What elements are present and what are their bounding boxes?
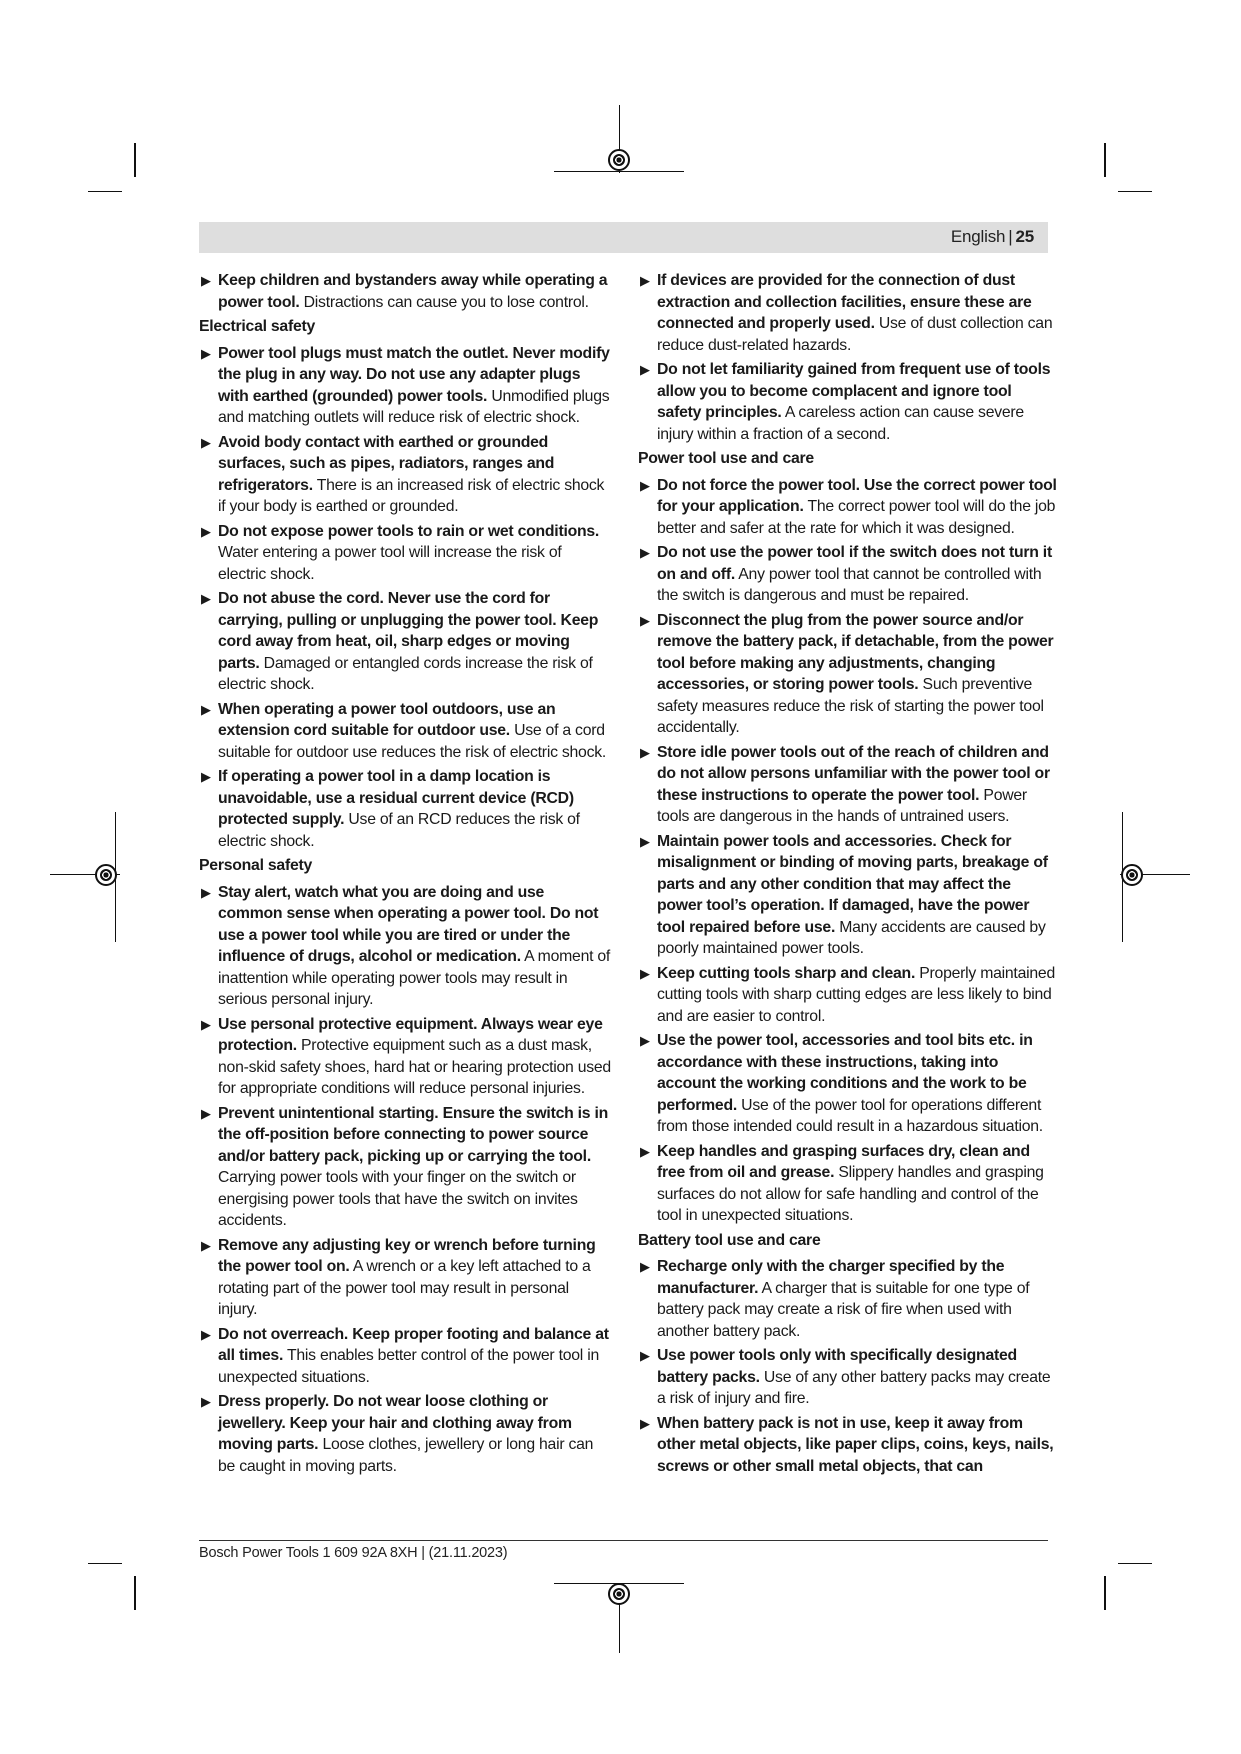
bullet-icon: ▶	[201, 1237, 211, 1253]
item-normal-text: Many accidents are caused by poorly maintained power tools.	[657, 918, 1046, 957]
item-bold-text: Keep handles and grasping surfaces dry, clean and free from oil and grease.	[657, 1142, 1030, 1181]
bullet-icon: ▶	[640, 1415, 650, 1431]
bullet-icon: ▶	[201, 1394, 211, 1409]
item-normal-text: Unmodified plugs and matching outlets will reduce risk of electric shock.	[218, 387, 610, 426]
item-bold-text: Use personal protective equipment. Always wear eye protection.	[218, 1015, 603, 1054]
item-bold-text: Do not overreach. Keep proper footing and balance at all times.	[218, 1325, 609, 1364]
bullet-icon: ▶	[640, 1259, 650, 1274]
item-normal-text: A wrench or a key left attached to a rotating part of the power tool may result in personal injury.	[218, 1258, 591, 1318]
item-bold-text: Keep children and bystanders away while operating a power tool.	[218, 272, 608, 311]
list-item	[199, 588, 611, 696]
item-normal-text: Use of dust collection can reduce dust-related hazards.	[657, 315, 1053, 354]
item-bold-text: Do not use the power tool if the switch does not turn it on and off.	[657, 544, 1052, 583]
bullet-icon: ▶	[201, 769, 211, 784]
item-normal-text: Use of a cord suitable for outdoor use reduces the risk of electric shock.	[218, 722, 607, 761]
bullet-icon: ▶	[640, 1348, 650, 1363]
bullet-icon: ▶	[640, 545, 650, 560]
item-bold-text: Use the power tool, accessories and tool bits etc. in accordance with these instructions, taking into account the working conditions and the work to be performed.	[657, 1032, 1033, 1114]
list-item	[199, 1391, 611, 1477]
item-normal-text: Distractions can cause you to lose control.	[303, 293, 589, 311]
list-item	[638, 270, 1058, 356]
list-item	[199, 882, 611, 1011]
bullet-icon: ▶	[201, 523, 211, 539]
bullet-icon: ▶	[201, 1105, 211, 1121]
bullet-icon: ▶	[201, 884, 211, 900]
bullet-icon: ▶	[640, 1033, 650, 1048]
list-item	[638, 1141, 1058, 1227]
list-item	[199, 270, 611, 313]
running-header	[199, 222, 1048, 253]
footer-imprint: Bosch Power Tools 1 609 92A 8XH | (21.11.2023)	[199, 1545, 508, 1561]
item-normal-text: Such preventive safety measures reduce the risk of starting the power tool accidentally.	[657, 676, 1044, 736]
item-bold-text: Recharge only with the charger specified by the manufacturer.	[657, 1258, 1005, 1297]
bullet-icon: ▶	[201, 273, 211, 288]
bullet-icon: ▶	[640, 965, 650, 981]
list-item	[199, 432, 611, 518]
item-bold-text: When operating a power tool outdoors, use an extension cord suitable for outdoor use.	[218, 700, 556, 739]
item-normal-text: The correct power tool will do the job better and safer at the rate for which it was designed.	[657, 498, 1056, 537]
item-normal-text: A careless action can cause severe injury within a fraction of a second.	[657, 404, 1024, 443]
list-item	[199, 1235, 611, 1321]
item-bold-text: Do not abuse the cord. Never use the cord for carrying, pulling or unplugging the power tool. Keep cord away from heat, oil, sharp edges or moving parts.	[218, 590, 599, 672]
item-bold-text: Use power tools only with specifically designated battery packs.	[657, 1347, 1017, 1386]
list-item	[199, 1014, 611, 1100]
item-bold-text: Keep cutting tools sharp and clean.	[657, 964, 916, 982]
item-bold-text: Remove any adjusting key or wrench before turning the power tool on.	[218, 1236, 596, 1275]
list-item	[199, 766, 611, 852]
item-bold-text: When battery pack is not in use, keep it away from other metal objects, like paper clips, coins, keys, nails, screws or other small metal objects, that can	[657, 1414, 1054, 1475]
item-bold-text: Do not force the power tool. Use the correct power tool for your application.	[657, 476, 1057, 515]
list-item	[638, 742, 1058, 828]
list-item	[638, 831, 1058, 960]
item-normal-text: Use of any other battery packs may create a risk of injury and fire.	[657, 1368, 1051, 1407]
bullet-icon: ▶	[201, 1016, 211, 1032]
list-item	[638, 1256, 1058, 1342]
list-item	[638, 610, 1058, 739]
footer-rule	[199, 1540, 1048, 1541]
bullet-icon: ▶	[640, 273, 650, 288]
item-bold-text: Maintain power tools and accessories. Check for misalignment or binding of moving parts, breakage of parts and any other condition that may affect the power tool’s operation. If damaged, have the power tool repaired before use.	[657, 832, 1048, 936]
bullet-icon: ▶	[640, 1143, 650, 1159]
list-item	[638, 1345, 1058, 1410]
bullet-icon: ▶	[201, 434, 211, 450]
item-normal-text: Power tools are dangerous in the hands of untrained users.	[657, 786, 1027, 825]
bullet-icon: ▶	[640, 612, 650, 628]
item-normal-text: Use of an RCD reduces the risk of electric shock.	[218, 811, 580, 850]
list-item	[638, 542, 1058, 607]
section-heading-personal-safety: Personal safety	[199, 857, 313, 874]
item-bold-text: Stay alert, watch what you are doing and use common sense when operating a power tool. Do not use a power tool while you are tired or under the influence of drugs, alcohol or medication.	[218, 883, 599, 965]
item-bold-text: Power tool plugs must match the outlet. Never modify the plug in any way. Do not use any adapter plugs with earthed (grounded) power tools.	[218, 344, 610, 405]
bullet-icon: ▶	[201, 345, 211, 361]
header-language: English	[950, 227, 1006, 246]
item-bold-text: Disconnect the plug from the power source and/or remove the battery pack, if detachable, from the power tool before making any adjustments, changing accessories, or storing power tools.	[657, 611, 1054, 693]
item-normal-text: Protective equipment such as a dust mask, non-skid safety shoes, hard hat or hearing protection used for appropriate conditions will reduce personal injuries.	[218, 1037, 611, 1097]
item-bold-text: Prevent unintentional starting. Ensure the switch is in the off-position before connecting to power source and/or battery pack, picking up or carrying the tool.	[218, 1104, 609, 1165]
item-normal-text: Water entering a power tool will increase the risk of electric shock.	[218, 544, 562, 583]
list-item	[638, 963, 1058, 1028]
item-normal-text: Slippery handles and grasping surfaces do not allow for safe handling and control of the tool in unexpected situations.	[657, 1164, 1044, 1224]
bullet-icon: ▶	[640, 362, 650, 377]
item-normal-text: Damaged or entangled cords increase the risk of electric shock.	[218, 654, 593, 693]
list-item	[638, 1030, 1058, 1138]
item-bold-text: Store idle power tools out of the reach of children and do not allow persons unfamiliar with the power tool or these instructions to operate the power tool.	[657, 743, 1050, 804]
section-heading-battery-tool-use: Battery tool use and care	[638, 1231, 821, 1249]
item-normal-text: A charger that is suitable for one type of battery pack may create a risk of fire when used with another battery pack.	[657, 1279, 1030, 1340]
list-item	[199, 699, 611, 764]
list-item	[199, 343, 611, 429]
right-column	[638, 270, 1058, 1480]
item-normal-text: Any power tool that cannot be controlled with the switch is dangerous and must be repaired.	[657, 565, 1042, 604]
item-normal-text: There is an increased risk of electric shock if your body is earthed or grounded.	[218, 476, 605, 515]
item-normal-text: Use of the power tool for operations different from those intended could result in a hazardous situation.	[657, 1096, 1043, 1135]
list-item	[638, 1413, 1058, 1478]
list-item	[199, 521, 611, 586]
item-normal-text: A moment of inattention while operating power tools may result in serious personal injury.	[218, 948, 611, 1008]
bullet-icon: ▶	[640, 744, 650, 760]
list-item	[638, 475, 1058, 540]
item-bold-text: Dress properly. Do not wear loose clothing or jewellery. Keep your hair and clothing away from moving parts.	[218, 1393, 572, 1453]
header-label	[951, 227, 1034, 247]
item-normal-text: This enables better control of the power tool in unexpected situations.	[218, 1347, 599, 1386]
item-bold-text: Do not expose power tools to rain or wet conditions.	[218, 522, 600, 540]
bullet-icon: ▶	[201, 701, 211, 717]
item-bold-text: Avoid body contact with earthed or grounded surfaces, such as pipes, radiators, ranges and refrigerators.	[218, 433, 555, 494]
bullet-icon: ▶	[640, 833, 650, 849]
list-item	[199, 1103, 611, 1232]
bullet-icon: ▶	[640, 477, 650, 493]
item-normal-text: Loose clothes, jewellery or long hair can be caught in moving parts.	[218, 1436, 594, 1475]
header-separator: |	[1008, 227, 1013, 246]
list-item	[638, 359, 1058, 445]
list-item	[199, 1324, 611, 1389]
item-normal-text: Carrying power tools with your finger on the switch or energising power tools that have the switch on invites accidents.	[218, 1169, 578, 1229]
page-number: 25	[1015, 227, 1034, 246]
bullet-icon: ▶	[201, 1326, 211, 1342]
left-column	[199, 270, 611, 1480]
item-bold-text: Do not let familiarity gained from frequent use of tools allow you to become complacent and ignore tool safety principles.	[657, 361, 1051, 421]
bullet-icon: ▶	[201, 591, 211, 606]
item-bold-text: If devices are provided for the connection of dust extraction and collection facilities, ensure these are connected and properly used.	[657, 272, 1032, 332]
section-heading-power-tool-use: Power tool use and care	[638, 450, 814, 467]
section-heading-electrical-safety: Electrical safety	[199, 318, 316, 335]
item-normal-text: Properly maintained cutting tools with sharp cutting edges are less likely to bind and are easier to control.	[657, 964, 1055, 1025]
item-bold-text: If operating a power tool in a damp location is unavoidable, use a residual current device (RCD) protected supply.	[218, 768, 574, 828]
